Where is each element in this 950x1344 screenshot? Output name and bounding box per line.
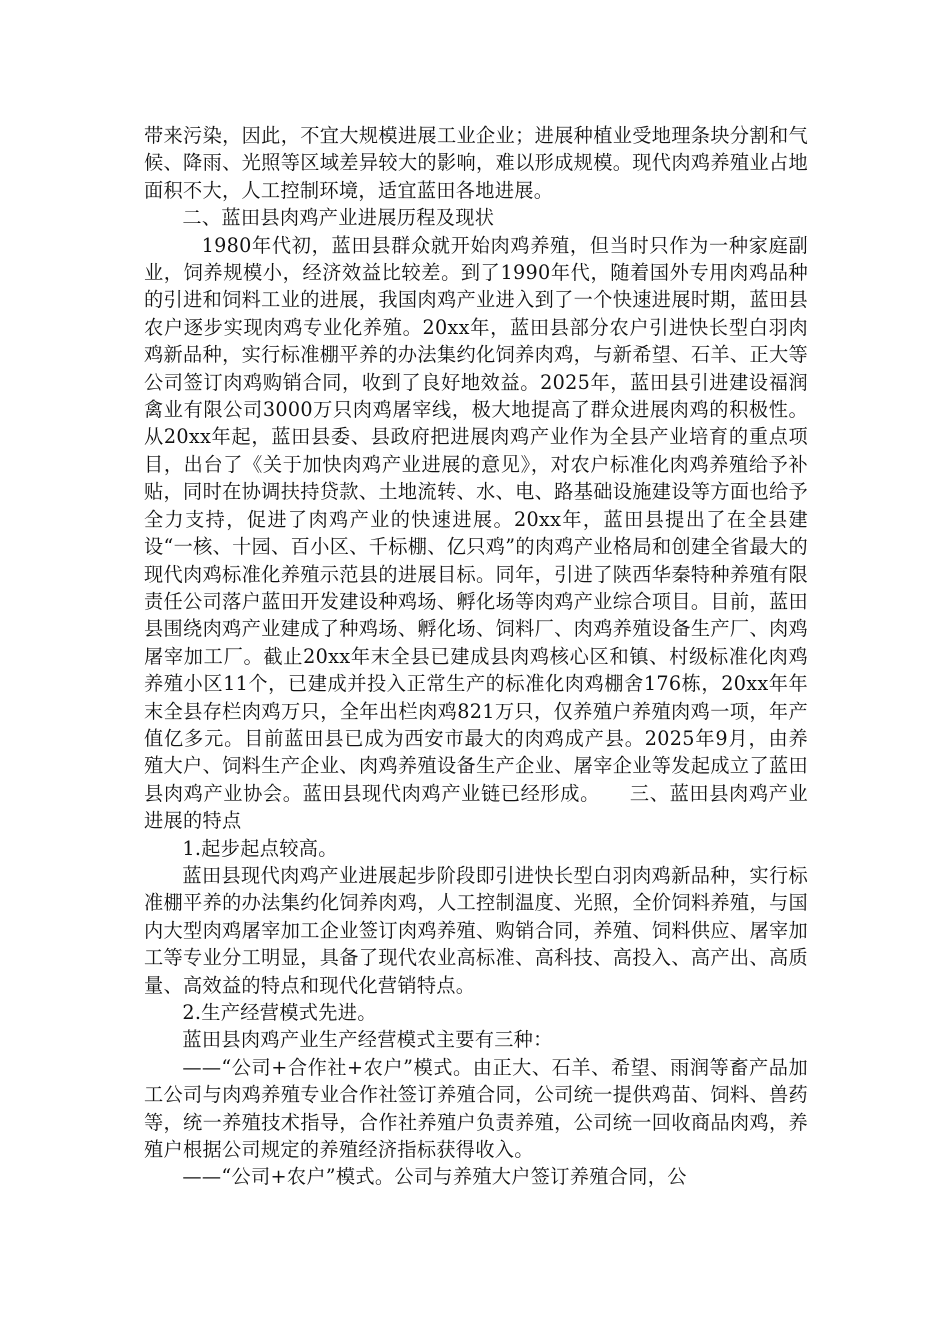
subheading-start-point: 1.起步起点较高。 (182, 836, 338, 860)
paragraph-model-company-farmer: ——“公司+农户”模式。公司与养殖大户签订养殖合同，公 (182, 1165, 687, 1189)
paragraph-model-company-coop-farmer: ——“公司+合作社+农户”模式。由正大、石羊、希望、雨润等畜产品加工公司与肉鸡养殖专业合作社签订养殖合同，公司统一提供鸡苗、饲料、兽药等，统一养殖技术指导，合作社养殖户负责养殖，公司统一回收商品肉鸡，养殖户根据公司规定的养殖经济指标获得收入。 (144, 1055, 808, 1162)
paragraph-business-model-intro: 蓝田县肉鸡产业生产经营模式主要有三种： (182, 1028, 553, 1052)
paragraph-start-point: 蓝田县现代肉鸡产业进展起步阶段即引进快长型白羽肉鸡新品种，实行标准棚平养的办法集约化饲养肉鸡，人工控制温度、光照，全价饲料养殖，与国内大型肉鸡屠宰加工企业签订肉鸡养殖、购销合同，养殖、饲料供应、屠宰加工等专业分工明显，具备了现代农业高标准、高科技、高投入、高产出、高质量、高效益的特点和现代化营销特点。 (144, 863, 808, 997)
paragraph-history: 1980年代初，蓝田县群众就开始肉鸡养殖，但当时只作为一种家庭副业，饲养规模小，经济效益比较差。到了1990年代，随着国外专用肉鸡品种的引进和饲料工业的进展，我国肉鸡产业进入到了一个快速进展时期，蓝田县农户逐步实现肉鸡专业化养殖。20xx年，蓝田县部分农户引进快长型白羽肉鸡新品种，实行标准棚平养的办法集约化饲养肉鸡，与新希望、石羊、正大等公司签订肉鸡购销合同，收到了良好地效益。2025年，蓝田县引进建设福润禽业有限公司3000万只肉鸡屠宰线，极大地提高了群众进展肉鸡的积极性。从20xx年起，蓝田县委、县政府把进展肉鸡产业作为全县产业培育的重点项目，出台了《关于加快肉鸡产业进展的意见》，对农户标准化肉鸡养殖给予补贴，同时在协调扶持贷款、土地流转、水、电、路基础设施建设等方面也给予全力支持，促进了肉鸡产业的快速进展。20xx年，蓝田县提出了在全县建设“一核、十园、百小区、千标棚、亿只鸡”的肉鸡产业格局和创建全省最大的现代肉鸡标准化养殖示范县的进展目标。同年，引进了陕西华秦特种养殖有限责任公司落户蓝田开发建设种鸡场、孵化场等肉鸡产业综合项目。目前，蓝田县围绕肉鸡产业建成了种鸡场、孵化场、饲料厂、肉鸡养殖设备生产厂、肉鸡屠宰加工厂。截止20xx年末全县已建成县肉鸡核心区和镇、村级标准化肉鸡养殖小区11个，已建成并投入正常生产的标准化肉鸡棚舍176栋，20xx年年末全县存栏肉鸡万只，全年出栏肉鸡821万只，仅养殖户养殖肉鸡一项，年产值亿多元。目前蓝田县已成为西安市最大的肉鸡成产县。2025年9月，由养殖大户、饲料生产企业、肉鸡养殖设备生产企业、屠宰企业等发起成立了蓝田县肉鸡产业协会。蓝田县现代肉鸡产业链已经形成。 三、蓝田县肉鸡产业进展的特点 (144, 233, 808, 833)
section-heading-history: 二、蓝田县肉鸡产业进展历程及现状 (182, 206, 495, 230)
subheading-business-model: 2.生产经营模式先进。 (182, 1001, 377, 1024)
document-body (144, 122, 808, 1191)
paragraph-continuation: 带来污染，因此，不宜大规模进展工业企业；进展种植业受地理条块分割和气候、降雨、光照等区域差异较大的影响，难以形成规模。现代肉鸡养殖业占地面积不大，人工控制环境，适宜蓝田各地进展。 (144, 124, 808, 202)
